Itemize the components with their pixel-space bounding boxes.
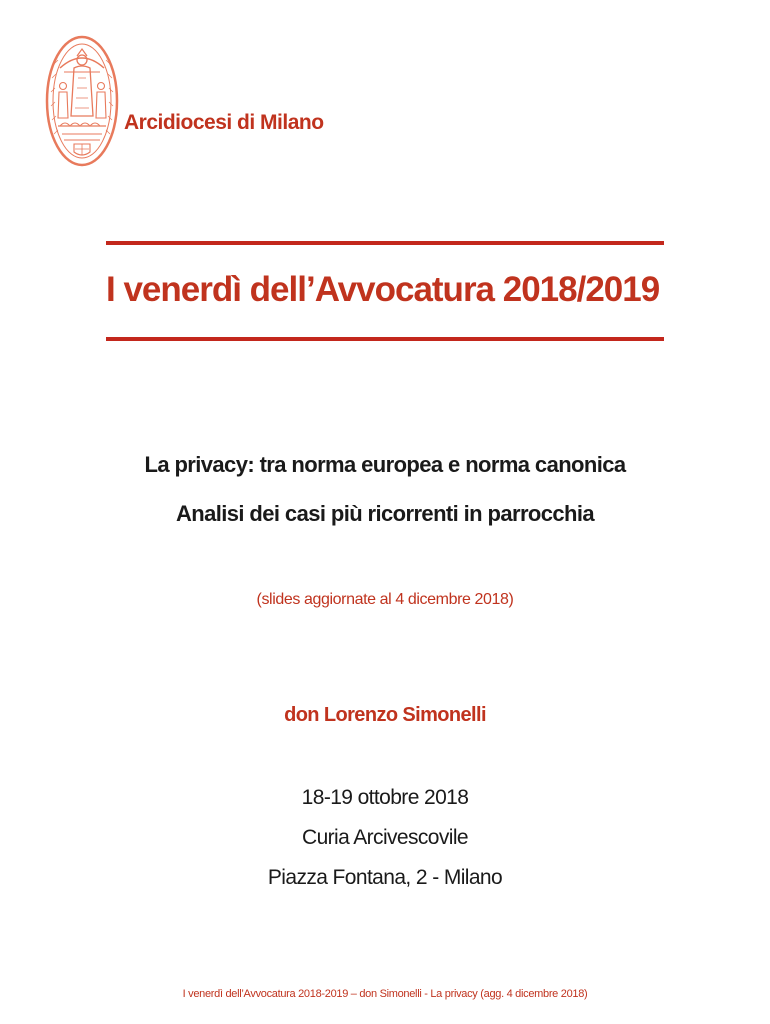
event-venue: Curia Arcivescovile (302, 826, 468, 849)
title-rule-top (106, 241, 664, 245)
subtitle-line-1: La privacy: tra norma europea e norma canonica (144, 452, 626, 477)
author-name: don Lorenzo Simonelli (284, 704, 486, 726)
title-rule-bottom (106, 337, 664, 341)
event-address: Piazza Fontana, 2 - Milano (267, 866, 503, 889)
slide-footer: I venerdì dell’Avvocatura 2018-2019 – don Simonelli - La privacy (agg. 4 dicembre 2018) (182, 988, 588, 1000)
page-title: I venerdì dell’Avvocatura 2018/2019 (106, 270, 660, 309)
subtitle-line-2: Analisi dei casi più ricorrenti in parrocchia (175, 501, 595, 526)
update-note: (slides aggiornate al 4 dicembre 2018) (256, 591, 514, 608)
organization-name: Arcidiocesi di Milano (124, 111, 324, 134)
diocese-seal-icon (44, 34, 120, 168)
event-date: 18-19 ottobre 2018 (301, 786, 469, 809)
